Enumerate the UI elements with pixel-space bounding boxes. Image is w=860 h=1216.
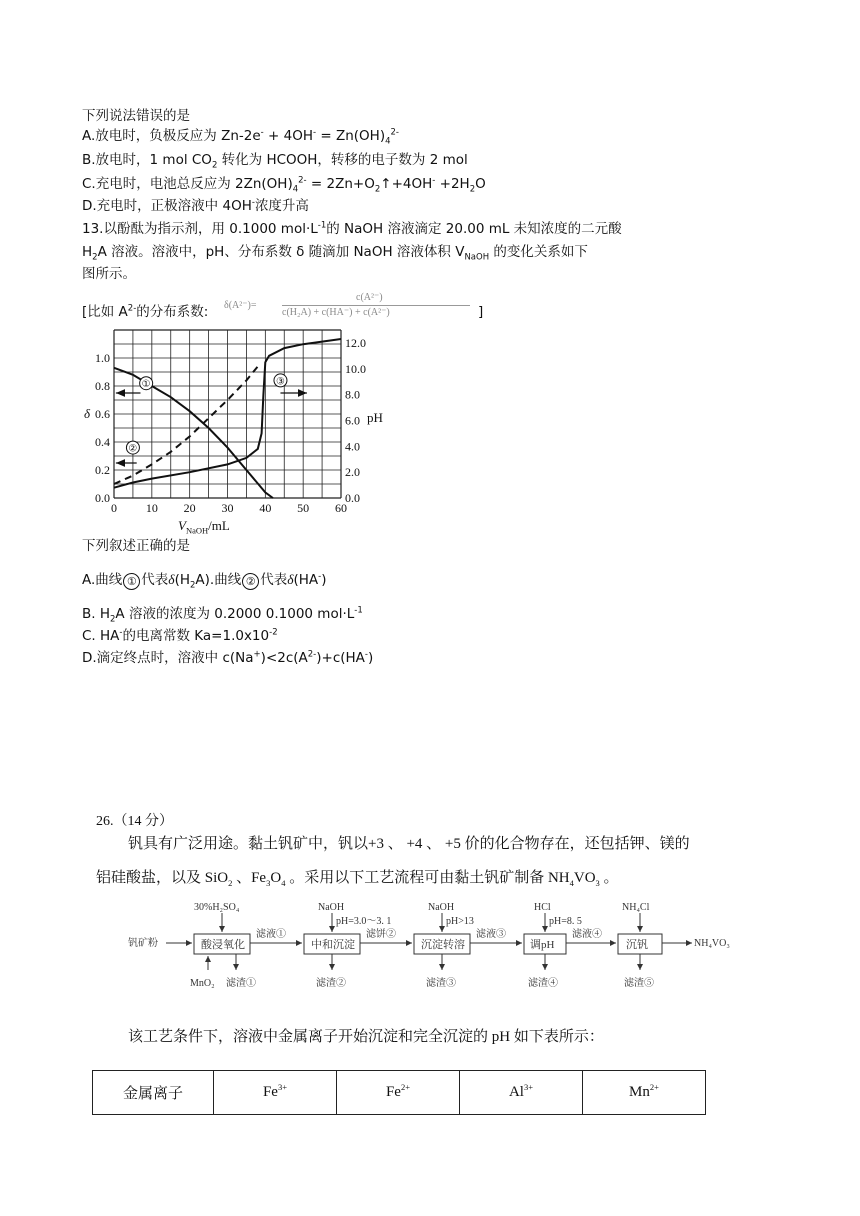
x-tick-label: 50: [297, 501, 310, 515]
x-tick-label: 30: [221, 501, 234, 515]
curve-label: ①: [141, 379, 151, 391]
svg-text:滤饼②: 滤饼②: [366, 929, 396, 940]
x-tick-label: 10: [145, 501, 158, 515]
y-right-axis-label: pH: [367, 409, 383, 425]
svg-text:滤液①: 滤液①: [256, 929, 286, 940]
x-tick-label: 20: [183, 501, 196, 515]
svg-text:pH=8. 5: pH=8. 5: [549, 916, 582, 927]
y-right-tick-label: 2.0: [345, 465, 360, 480]
q26-heading: 26.（14 分）: [96, 814, 173, 829]
x-tick-label: 40: [259, 501, 272, 515]
svg-text:滤渣③: 滤渣③: [426, 978, 456, 989]
q12-option-a: A.放电时，负极反应为 $Zn-2e^- + 4OH^- = Zn(OH)_4^{2-}$: [82, 127, 399, 147]
svg-text:pH>13: pH>13: [446, 916, 474, 927]
q13-option-c: C. HA-的电离常数 $Ka=1.0x10^{-2}$: [82, 627, 278, 644]
svg-text:沉钒: 沉钒: [626, 939, 648, 951]
table-header-cell: 金属离子: [93, 1071, 214, 1115]
svg-text:30%H₂SO₄: 30%H₂SO₄: [194, 902, 240, 913]
y-left-axis-label: δ: [84, 406, 91, 421]
q13-stem2: 下列叙述正确的是: [82, 538, 190, 554]
table-cell: $Fe^{2+}$: [337, 1071, 460, 1115]
y-right-tick-label: 10.0: [345, 361, 366, 376]
y-left-tick-label: 0.2: [95, 463, 110, 477]
svg-text:滤液④: 滤液④: [572, 929, 602, 940]
q13-line2: $H_2A$ 溶液。溶液中，pH、分布系数 δ 随滴加 NaOH 溶液体积 $V_{NaOH}$ 的变化关系如下: [82, 244, 588, 263]
q13-option-b: B. $H_2A$ 溶液的浓度为 0.2000 0.1000 $mol\cdot L^{-1}$: [82, 605, 363, 625]
y-right-tick-label: 0.0: [345, 491, 360, 505]
table-cell: $Mn^{2+}$: [583, 1071, 706, 1115]
y-left-tick-label: 0.4: [95, 435, 110, 449]
y-left-tick-label: 0.0: [95, 491, 110, 505]
svg-text:滤渣①: 滤渣①: [226, 978, 256, 989]
table-row: [93, 1071, 706, 1115]
process-flowchart: [120, 898, 760, 998]
distribution-formula: δ(A²⁻)= c(A²⁻) c(H₂A) + c(HA⁻) + c(A²⁻): [224, 294, 480, 320]
q12-stem: 下列说法错误的是: [82, 108, 190, 124]
svg-text:滤液③: 滤液③: [476, 929, 506, 940]
y-left-tick-label: 0.6: [95, 407, 110, 421]
svg-text:调pH: 调pH: [530, 939, 555, 951]
titration-chart: [74, 322, 394, 534]
q13-option-d: D.滴定终点时，溶液中 $c(Na^+)<2c(A^{2-})+c(HA^-)$: [82, 649, 374, 666]
svg-text:滤渣⑤: 滤渣⑤: [624, 978, 654, 989]
series-line-2: [114, 366, 258, 484]
svg-text:NH₄Cl: NH₄Cl: [622, 902, 650, 913]
flow-product-label: NH₄VO₃: [694, 938, 730, 949]
table-cell: $Fe^{3+}$: [214, 1071, 337, 1115]
svg-text:沉淀转溶: 沉淀转溶: [421, 939, 465, 951]
svg-text:HCl: HCl: [534, 902, 551, 913]
q13-line1: 13.以酚酞为指示剂，用 0.1000 $mol\cdot L^{-1}$的 NaOH 溶液滴定 20.00 mL 未知浓度的二元酸: [82, 220, 622, 237]
svg-text:pH=3.0～3. 1: pH=3.0～3. 1: [336, 916, 392, 927]
x-tick-label: 60: [335, 501, 347, 515]
svg-text:酸浸氧化: 酸浸氧化: [201, 939, 245, 951]
q13-option-a: A.曲线 ① 代表$\delta(H_2A)$.曲线 ② 代表δ(HA-): [82, 571, 327, 591]
svg-text:NaOH: NaOH: [428, 902, 455, 913]
q12-option-b: B.放电时，1 mol $CO_2$ 转化为 HCOOH，转移的电子数为 2 mol: [82, 152, 468, 171]
q13-example: [比如 $A^{2-}$的分布系数:: [82, 303, 209, 320]
q12-option-c: C.充电时，电池总反应为 $2Zn(OH)_4^{2-}$ = $2Zn+O_2↑+4OH^- +2H_2O$: [82, 175, 486, 195]
q26-paragraph-2: 铝硅酸盐，以及 SiO$_2$ 、$Fe_3O_4$ 。采用以下工艺流程可由黏土钒矿制备 $NH_4VO_3$ 。: [96, 870, 619, 888]
chart-xlabel: $V_{NaOH}/mL$: [178, 518, 230, 536]
table-cell: $Al^{3+}$: [460, 1071, 583, 1115]
svg-text:MnO₂: MnO₂: [190, 978, 215, 989]
y-right-tick-label: 12.0: [345, 335, 366, 350]
svg-text:滤渣②: 滤渣②: [316, 978, 346, 989]
q12-option-d: D.充电时，正极溶液中 4OH-浓度升高: [82, 197, 309, 214]
y-right-tick-label: 4.0: [345, 439, 360, 454]
series-line-1: [114, 368, 273, 498]
q26-paragraph-1: 钒具有广泛用途。黏土钒矿中，钒以+3 、 +4 、 +5 价的化合物存在，还包括钾、镁的: [128, 836, 690, 852]
curve-label: ②: [128, 443, 138, 455]
y-left-tick-label: 1.0: [95, 351, 110, 365]
y-left-tick-label: 0.8: [95, 379, 110, 393]
svg-text:NaOH: NaOH: [318, 902, 345, 913]
svg-text:中和沉淀: 中和沉淀: [311, 939, 355, 951]
svg-text:滤渣④: 滤渣④: [528, 978, 558, 989]
y-right-tick-label: 6.0: [345, 413, 360, 428]
x-tick-label: 0: [111, 501, 117, 515]
q13-line3: 图所示。: [82, 266, 136, 282]
flow-start-label: 钒矿粉: [128, 938, 158, 949]
y-right-tick-label: 8.0: [345, 387, 360, 402]
q26-paragraph-3: 该工艺条件下，溶液中金属离子开始沉淀和完全沉淀的 pH 如下表所示：: [128, 1029, 604, 1045]
q13-example-close: ]: [478, 304, 484, 320]
curve-label: ③: [275, 376, 285, 388]
metal-ion-table: [92, 1070, 706, 1115]
